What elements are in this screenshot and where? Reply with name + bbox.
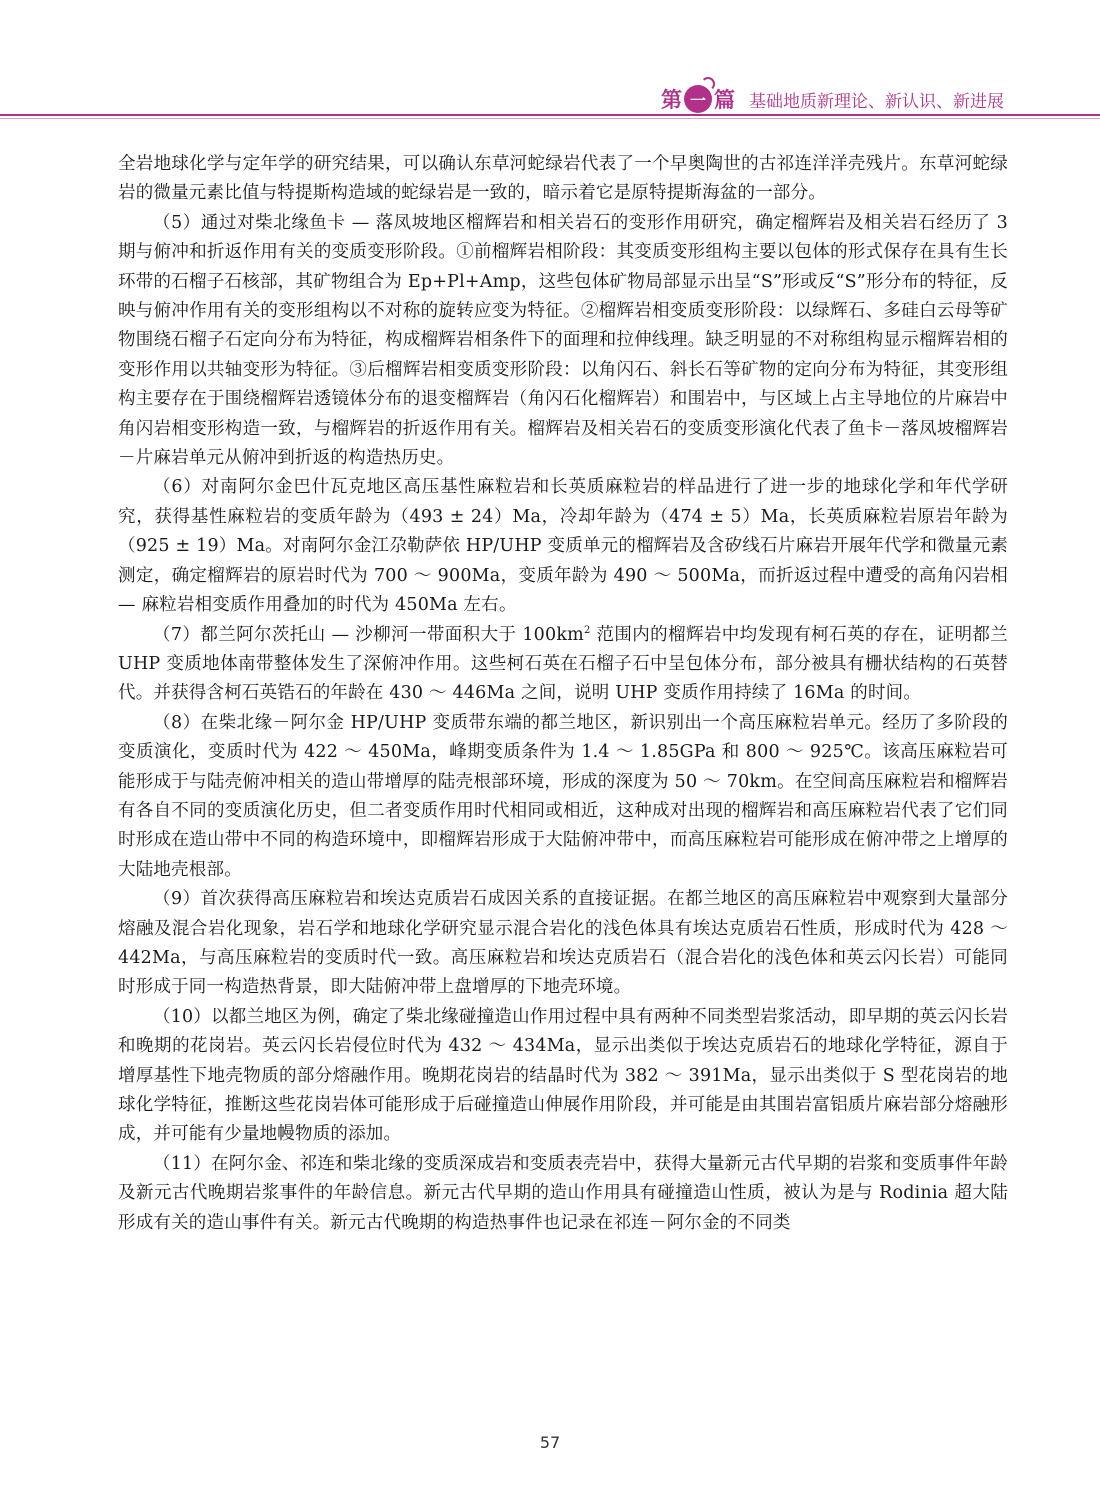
part-prefix: 第 — [661, 88, 682, 112]
part-number-badge: 一 — [684, 85, 712, 113]
paragraph-5: （5）通过对柴北缘鱼卡 — 落凤坡地区榴辉岩和相关岩石的变形作用研究，确定榴辉岩及相关岩石经历了 3 期与俯冲和折返作用有关的变质变形阶段。①前榴辉岩相阶段：其变质变形组构主要以包体的形式保存在具有生长环带的石榴子石核部，其矿物组合为 Ep+Pl+Amp，这些包体矿物局部显示出呈“S”形或反“S”形分布的特征，反映与俯冲作用有关的变形组构以不对称的旋转应变为特征。②榴辉岩相变质变形阶段：以绿辉石、多硅白云母等矿物围绕石榴子石定向分布为特征，构成榴辉岩相条件下的面理和拉伸线理。缺乏明显的不对称组构显示榴辉岩相的变形作用以共轴变形为特征。③后榴辉岩相变质变形阶段：以角闪石、斜长石等矿物的定向分布为特征，其变形组构主要存在于围绕榴辉岩透镜体分布的退变榴辉岩（角闪石化榴辉岩）和围岩中，与区域上占主导地位的片麻岩中角闪岩相变形构造一致，与榴辉岩的折返作用有关。榴辉岩及相关岩石的变质变形演化代表了鱼卡－落凤坡榴辉岩－片麻岩单元从俯冲到折返的构造热历史。 — [118, 212, 1008, 469]
part-suffix: 篇 — [714, 88, 735, 112]
paragraph-11: （11）在阿尔金、祁连和柴北缘的变质深成岩和变质表壳岩中，获得大量新元古代早期的岩浆和变质事件年龄及新元古代晚期岩浆事件的年龄信息。新元古代早期的造山作用具有碰撞造山性质，被认为是与 Rodinia 超大陆形成有关的造山事件有关。新元古代晚期的构造热事件也记录在祁连－阿尔金的不同类 — [118, 1153, 1008, 1233]
paragraph-7 — [118, 621, 1008, 709]
paragraph-10: （10）以都兰地区为例，确定了柴北缘碰撞造山作用过程中具有两种不同类型岩浆活动，即早期的英云闪长岩和晚期的花岗岩。英云闪长岩侵位时代为 432 ～ 434Ma，显示出类似于埃达克质岩石的地球化学特征，源自于增厚基性下地壳物质的部分熔融作用。晚期花岗岩的结晶时代为 382 ～ 391Ma，显示出类似于 S 型花岗岩的地球化学特征，推断这些花岗岩体可能形成于后碰撞造山伸展作用阶段，并可能是由其围岩富铝质片麻岩部分熔融形成，并可能有少量地幔物质的添加。 — [118, 1006, 1008, 1145]
paragraph-8: （8）在柴北缘－阿尔金 HP/UHP 变质带东端的都兰地区，新识别出一个高压麻粒岩单元。经历了多阶段的变质演化，变质时代为 422 ～ 450Ma，峰期变质条件为 1.4 ～ 1.85GPa 和 800 ～ 925℃。该高压麻粒岩可能形成于与陆壳俯冲相关的造山带增厚的陆壳根部环境，形成的深度为 50 ～ 70km。在空间高压麻粒岩和榴辉岩有各自不同的变质演化历史，但二者变质作用时代相同或相近，这种成对出现的榴辉岩和高压麻粒岩代表了它们同时形成在造山带中不同的构造环境中，即榴辉岩形成于大陆俯冲带中，而高压麻粒岩可能形成在俯冲带之上增厚的大陆地壳根部。 — [118, 712, 1008, 880]
running-header — [661, 84, 1004, 114]
paragraph-6: （6）对南阿尔金巴什瓦克地区高压基性麻粒岩和长英质麻粒岩的样品进行了进一步的地球化学和年代学研究，获得基性麻粒岩的变质年龄为（493 ± 24）Ma，冷却年龄为（474 ± 5）Ma，长英质麻粒岩原岩年龄为（925 ± 19）Ma。对南阿尔金江尕勒萨依 HP/UHP 变质单元的榴辉岩及含矽线石片麻岩开展年代学和微量元素测定，确定榴辉岩的原岩时代为 700 ～ 900Ma，变质年龄为 490 ～ 500Ma，而折返过程中遭受的高角闪岩相 — 麻粒岩相变质作用叠加的时代为 450Ma 左右。 — [118, 477, 1008, 616]
header-rule-thin — [0, 118, 1100, 119]
paragraph-7-part-a: （7）都兰阿尔茨托山 — 沙柳河一带面积大于 100km — [153, 624, 584, 645]
paragraph-7-part-b: 范围内的榴辉岩中均发现有柯石英的存在，证明都兰 UHP 变质地体南带整体发生了深俯冲作用。这些柯石英在石榴子石中呈包体分布，部分被具有栅状结构的石英替代。并获得含柯石英锆石的年龄在 430 ～ 446Ma 之间，说明 UHP 变质作用持续了 16Ma 的时间。 — [118, 624, 1008, 704]
header-rule — [0, 114, 1100, 116]
superscript-2: 2 — [583, 624, 591, 636]
body-text — [118, 150, 1008, 1238]
paragraph-continuation: 全岩地球化学与定年学的研究结果，可以确认东草河蛇绿岩代表了一个早奥陶世的古祁连洋洋壳残片。东草河蛇绿岩的微量元素比值与特提斯构造域的蛇绿岩是一致的，暗示着它是原特提斯海盆的一部分。 — [118, 154, 1008, 204]
part-title: 基础地质新理论、新认识、新进展 — [749, 91, 1004, 112]
page-number: 57 — [539, 1433, 561, 1452]
paragraph-9: （9）首次获得高压麻粒岩和埃达克质岩石成因关系的直接证据。在都兰地区的高压麻粒岩中观察到大量部分熔融及混合岩化现象，岩石学和地球化学研究显示混合岩化的浅色体具有埃达克质岩石性质，形成时代为 428 ～ 442Ma，与高压麻粒岩的变质时代一致。高压麻粒岩和埃达克质岩石（混合岩化的浅色体和英云闪长岩）可能同时形成于同一构造热背景，即大陆俯冲带上盘增厚的下地壳环境。 — [118, 889, 1008, 998]
